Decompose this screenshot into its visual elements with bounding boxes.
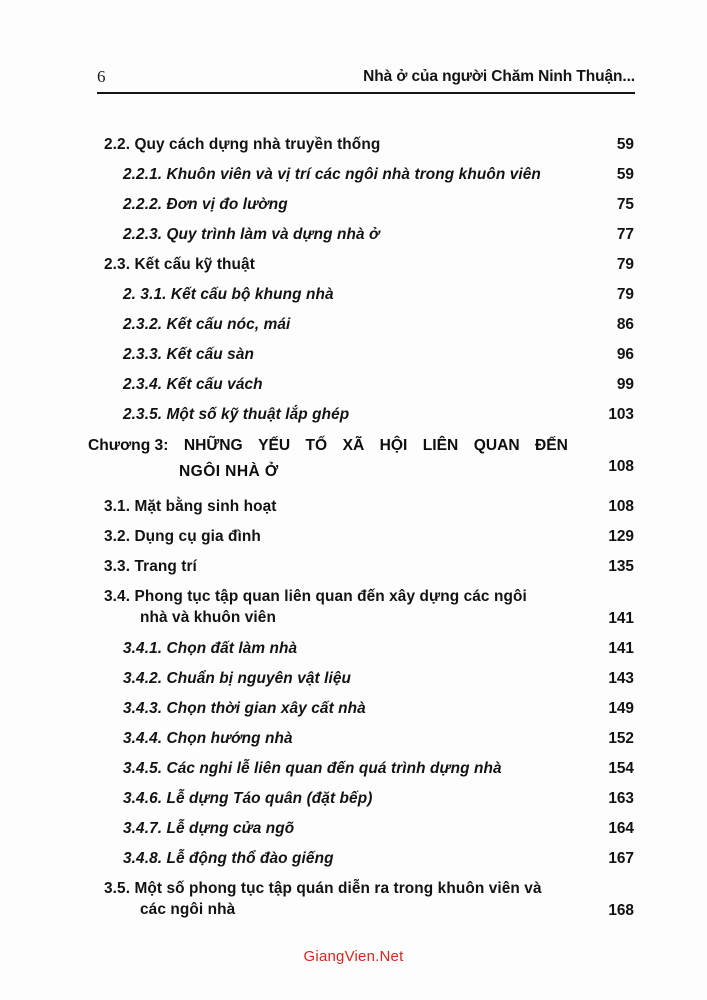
- toc-entry[interactable]: [0, 875, 707, 927]
- toc-entry-label: 3.3. Trang trí: [104, 558, 197, 575]
- toc-entry[interactable]: [0, 665, 707, 695]
- toc-entry[interactable]: [0, 815, 707, 845]
- toc-entry-label: 3.4.1. Chọn đất làm nhà: [123, 640, 298, 657]
- toc-entry[interactable]: [0, 431, 707, 493]
- toc-entry-page-number: 75: [616, 196, 634, 213]
- chapter-title-word: HỘI: [379, 437, 408, 454]
- chapter-title-word: XÃ: [342, 437, 365, 454]
- chapter-title-word: ĐẾN: [535, 437, 568, 454]
- toc-entry-page-number: 168: [608, 902, 634, 919]
- toc-entry-label-line1: 3.5. Một số phong tục tập quán diễn ra trong khuôn viên và: [104, 880, 542, 897]
- chapter-title-word: LIÊN: [422, 437, 459, 454]
- toc-entry[interactable]: [0, 845, 707, 875]
- toc-entry-page-number: 96: [616, 346, 634, 363]
- toc-entry-page-number: 154: [608, 760, 634, 777]
- toc-entry-label: 3.4.2. Chuẩn bị nguyên vật liệu: [123, 670, 352, 687]
- toc-entry-label: [104, 586, 527, 628]
- toc-entry[interactable]: [0, 191, 707, 221]
- toc-entry-label: 2.3.2. Kết cấu nóc, mái: [123, 316, 291, 333]
- toc-entry[interactable]: [0, 523, 707, 553]
- toc-entry[interactable]: [0, 251, 707, 281]
- toc-entry-label: 2.3.3. Kết cấu sàn: [123, 346, 254, 363]
- toc-entry-label: 2. 3.1. Kết cấu bộ khung nhà: [123, 286, 334, 303]
- toc-chapter-title: [88, 433, 568, 485]
- toc-entry[interactable]: [0, 221, 707, 251]
- toc-entry-page-number: 163: [608, 790, 634, 807]
- toc-entry-label: 3.4.7. Lễ dựng cửa ngõ: [123, 820, 295, 837]
- toc-entry-page-number: 77: [616, 226, 634, 243]
- toc-entry[interactable]: [0, 553, 707, 583]
- toc-entry-label: 2.2.3. Quy trình làm và dựng nhà ở: [123, 226, 380, 243]
- toc-entry[interactable]: [0, 695, 707, 725]
- running-head: [97, 66, 635, 92]
- toc-entry-page-number: 79: [616, 286, 634, 303]
- toc-entry[interactable]: [0, 131, 707, 161]
- toc-entry-page-number: 167: [608, 850, 634, 867]
- toc-entry[interactable]: [0, 785, 707, 815]
- toc-entry[interactable]: [0, 311, 707, 341]
- toc-entry[interactable]: [0, 161, 707, 191]
- toc-entry-page-number: 99: [616, 376, 634, 393]
- chapter-title-word: YẾU: [258, 437, 291, 454]
- toc-entry-page-number: 129: [608, 528, 634, 545]
- watermark: GiangVien.Net: [303, 948, 404, 965]
- toc-entry[interactable]: [0, 371, 707, 401]
- chapter-title-word: TỐ: [305, 437, 328, 454]
- toc-entry[interactable]: [0, 493, 707, 523]
- toc-entry-label-line1: 3.4. Phong tục tập quan liên quan đến xây dựng các ngôi: [104, 588, 527, 605]
- toc-entry-page-number: 152: [608, 730, 634, 747]
- page-folio-number: 6: [97, 67, 106, 86]
- toc-entry-page-number: 164: [608, 820, 634, 837]
- toc-entry-page-number: 141: [608, 610, 634, 627]
- toc-entry-page-number: 59: [616, 166, 634, 183]
- toc-entry-label: 3.4.3. Chọn thời gian xây cất nhà: [123, 700, 366, 717]
- toc-entry-label: 3.4.8. Lễ động thổ đào giếng: [123, 850, 334, 867]
- toc-entry-page-number: 108: [608, 458, 634, 475]
- toc-entry-label: 2.3.5. Một số kỹ thuật lắp ghép: [123, 406, 350, 423]
- table-of-contents: [0, 131, 707, 927]
- toc-entry-page-number: 135: [608, 558, 634, 575]
- toc-entry[interactable]: [0, 635, 707, 665]
- toc-entry[interactable]: [0, 583, 707, 635]
- chapter-title-word: QUAN: [473, 437, 520, 454]
- toc-entry-label-line2: các ngôi nhà: [140, 901, 236, 918]
- toc-entry[interactable]: [0, 341, 707, 371]
- toc-entry-label: 2.2.1. Khuôn viên và vị trí các ngôi nhà trong khuôn viên: [123, 166, 541, 183]
- toc-entry-label: 3.4.6. Lễ dựng Táo quân (đặt bếp): [123, 790, 373, 807]
- toc-entry-page-number: 108: [608, 498, 634, 515]
- toc-entry-page-number: 143: [608, 670, 634, 687]
- toc-entry-page-number: 86: [616, 316, 634, 333]
- toc-entry-page-number: 79: [616, 256, 634, 273]
- toc-entry-page-number: 141: [608, 640, 634, 657]
- toc-entry[interactable]: [0, 401, 707, 431]
- toc-entry-page-number: 59: [616, 136, 634, 153]
- toc-entry-label: [104, 878, 542, 920]
- toc-entry-page-number: 149: [608, 700, 634, 717]
- toc-entry[interactable]: [0, 725, 707, 755]
- chapter-prefix: Chương 3:: [88, 437, 169, 454]
- toc-entry-page-number: 103: [608, 406, 634, 423]
- toc-entry-label: 3.4.4. Chọn hướng nhà: [123, 730, 293, 747]
- toc-entry-label: 2.2.2. Đơn vị đo lường: [123, 196, 288, 213]
- running-head-title: Nhà ở của người Chăm Ninh Thuận...: [363, 68, 635, 85]
- toc-entry-label: 3.4.5. Các nghi lễ liên quan đến quá trình dựng nhà: [123, 760, 502, 777]
- toc-entry[interactable]: [0, 755, 707, 785]
- chapter-title-line2: NGÔI NHÀ Ở: [179, 463, 279, 480]
- toc-entry-label: 3.1. Mặt bằng sinh hoạt: [104, 498, 277, 515]
- chapter-title-word: NHỮNG: [183, 437, 243, 454]
- header-divider-rule: [97, 92, 635, 94]
- toc-entry-label: 2.3.4. Kết cấu vách: [123, 376, 263, 393]
- toc-entry-label: 2.2. Quy cách dựng nhà truyền thống: [104, 136, 381, 153]
- toc-entry-label-line2: nhà và khuôn viên: [140, 609, 276, 626]
- toc-entry[interactable]: [0, 281, 707, 311]
- toc-entry-label: 3.2. Dụng cụ gia đình: [104, 528, 261, 545]
- toc-entry-label: 2.3. Kết cấu kỹ thuật: [104, 256, 255, 273]
